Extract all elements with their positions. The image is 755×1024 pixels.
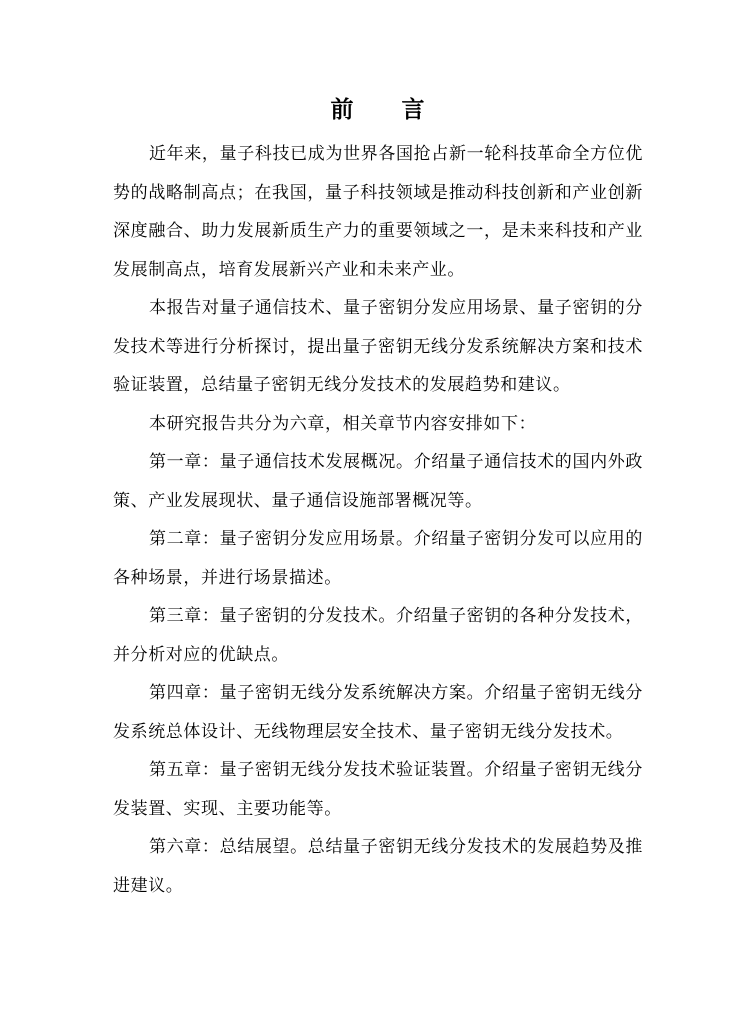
body-text bbox=[113, 135, 643, 905]
paragraph-chapter-2: 第二章：量子密钥分发应用场景。介绍量子密钥分发可以应用的各种场景，并进行场景描述。 bbox=[113, 529, 643, 588]
paragraph-structure: 本研究报告共分为六章，相关章节内容安排如下： bbox=[149, 413, 537, 434]
paragraph-chapter-5: 第五章：量子密钥无线分发技术验证装置。介绍量子密钥无线分发装置、实现、主要功能等。 bbox=[113, 760, 643, 819]
paragraph-report-summary: 本报告对量子通信技术、量子密钥分发应用场景、量子密钥的分发技术等进行分析探讨，提出量子密钥无线分发系统解决方案和技术验证装置，总结量子密钥无线分发技术的发展趋势和建议。 bbox=[113, 298, 643, 395]
paragraph-chapter-4: 第四章：量子密钥无线分发系统解决方案。介绍量子密钥无线分发系统总体设计、无线物理层安全技术、量子密钥无线分发技术。 bbox=[113, 683, 643, 742]
paragraph-chapter-6: 第六章：总结展望。总结量子密钥无线分发技术的发展趋势及推进建议。 bbox=[113, 837, 643, 896]
paragraph-chapter-3: 第三章：量子密钥的分发技术。介绍量子密钥的各种分发技术，并分析对应的优缺点。 bbox=[113, 606, 643, 665]
paragraph-intro: 近年来，量子科技已成为世界各国抢占新一轮科技革命全方位优势的战略制高点；在我国，量子科技领域是推动科技创新和产业创新深度融合、助力发展新质生产力的重要领域之一，是未来科技和产业发展制高点，培育发展新兴产业和未来产业。 bbox=[113, 144, 643, 280]
page-title: 前 言 bbox=[330, 96, 445, 123]
paragraph-chapter-1: 第一章：量子通信技术发展概况。介绍量子通信技术的国内外政策、产业发展现状、量子通信设施部署概况等。 bbox=[113, 452, 643, 511]
